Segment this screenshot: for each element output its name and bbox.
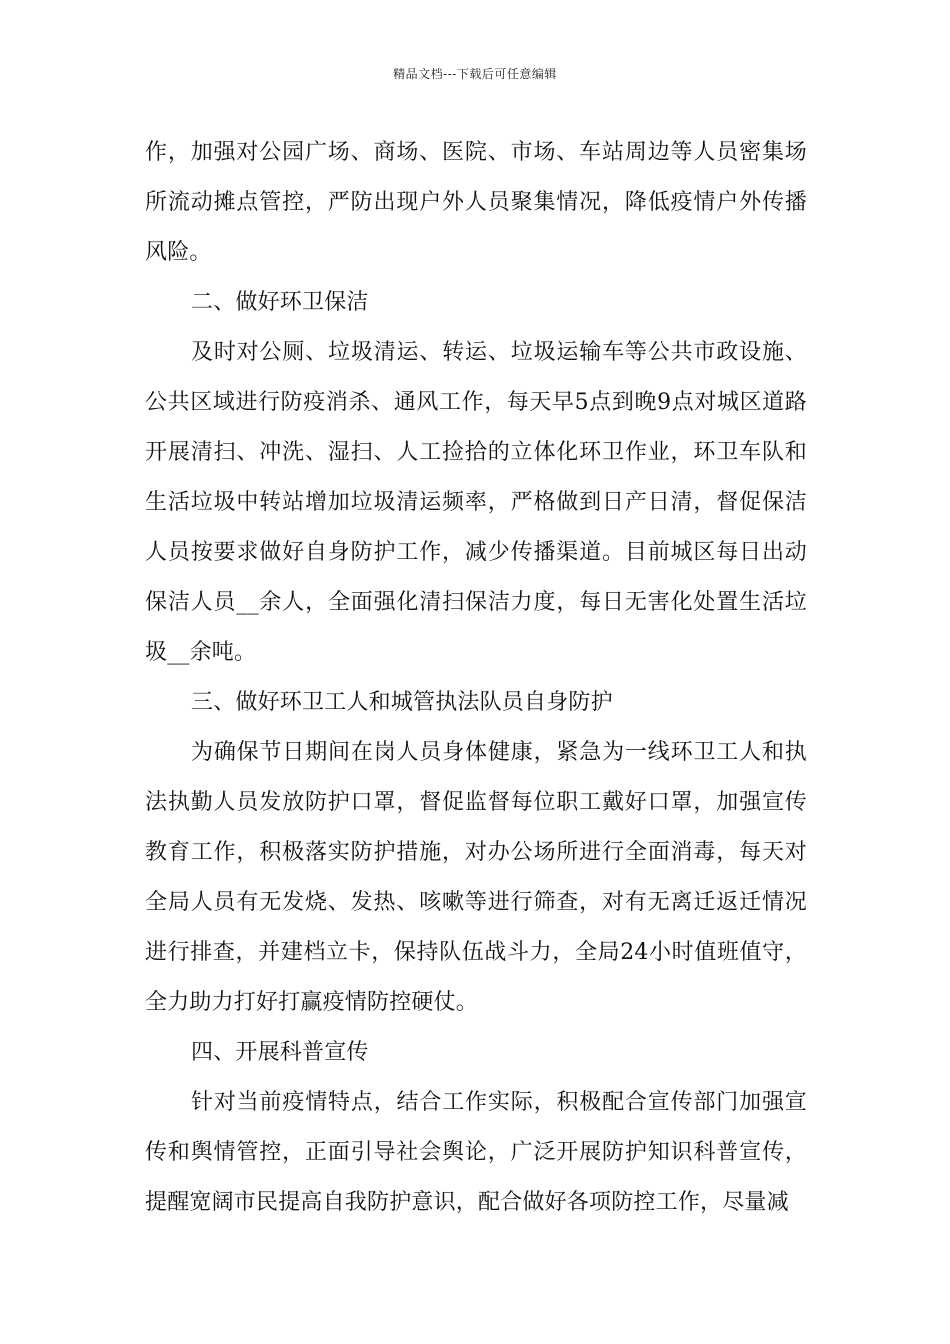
document-body [145, 128, 807, 1228]
paragraph-sanitation: 及时对公厕、垃圾清运、转运、垃圾运输车等公共市政设施、公共区域进行防疫消杀、通风工作，每天早5点到晚9点对城区道路开展清扫、冲洗、湿扫、人工捡拾的立体化环卫作业，环卫车队和生活垃圾中转站增加垃圾清运频率，严格做到日产日清，督促保洁人员按要求做好自身防护工作，减少传播渠道。目前城区每日出动保洁人员__余人，全面强化清扫保洁力度，每日无害化处置生活垃圾__余吨。 [145, 340, 807, 665]
paragraph-publicity: 针对当前疫情特点，结合工作实际，积极配合宣传部门加强宣传和舆情管控，正面引导社会舆论，广泛开展防护知识科普宣传，提醒宽阔市民提高自我防护意识，配合做好各项防控工作，尽量减 [145, 1090, 807, 1215]
section-heading-2: 二、做好环卫保洁 [191, 290, 369, 315]
section-heading-4: 四、开展科普宣传 [191, 1040, 369, 1065]
page-header: 精品文档---下载后可任意编辑 [393, 67, 557, 81]
paragraph-protection: 为确保节日期间在岗人员身体健康，紧急为一线环卫工人和执法执勤人员发放防护口罩，督促监督每位职工戴好口罩，加强宣传教育工作，积极落实防护措施，对办公场所进行全面消毒，每天对全局人员有无发烧、发热、咳嗽等进行筛查，对有无离迁返迁情况进行排查，并建档立卡，保持队伍战斗力，全局24小时值班值守，全力助力打好打赢疫情防控硬仗。 [145, 740, 807, 1015]
paragraph-continued: 作，加强对公园广场、商场、医院、市场、车站周边等人员密集场所流动摊点管控，严防出现户外人员聚集情况，降低疫情户外传播风险。 [145, 140, 807, 265]
section-heading-3: 三、做好环卫工人和城管执法队员自身防护 [191, 690, 613, 715]
